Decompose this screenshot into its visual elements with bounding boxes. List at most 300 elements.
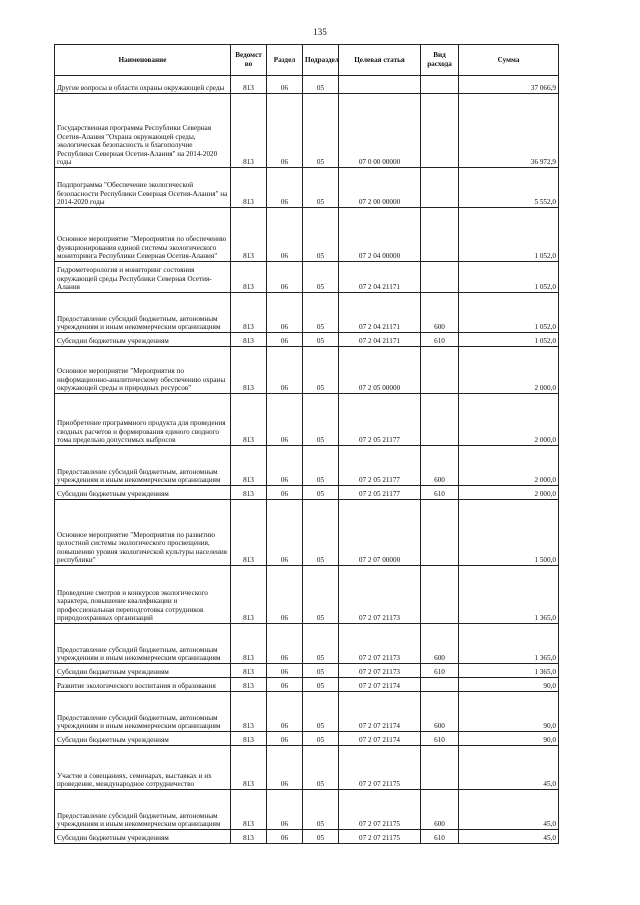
- cell-target: [339, 486, 421, 500]
- cell-subsection: [303, 76, 339, 94]
- expense-text: 600: [434, 476, 445, 485]
- sum-text: 1 365,0: [534, 614, 556, 623]
- cell-subsection: [303, 732, 339, 746]
- cell-section: [267, 262, 303, 293]
- subsection-text: 05: [316, 820, 325, 829]
- subsection-text: 05: [316, 722, 325, 731]
- cell-subsection: [303, 446, 339, 486]
- cell-expense: [421, 208, 459, 262]
- name-text: Основное мероприятие "Мероприятия по развитию целостной системы экологического просвещения, повышению уровня экологической культуры населения республики": [57, 530, 227, 565]
- subsection-text: 05: [316, 668, 325, 677]
- dept-text: 813: [243, 722, 254, 731]
- dept-text: 813: [243, 736, 254, 745]
- expense-text: 610: [434, 490, 445, 499]
- expense-text: 600: [434, 323, 445, 332]
- target-text: 07 2 07 21174: [358, 722, 401, 731]
- subsection-text: 05: [316, 614, 325, 623]
- header-name: Наименование: [55, 45, 231, 76]
- cell-expense: [421, 746, 459, 790]
- cell-subsection: [303, 830, 339, 844]
- sum-text: 37 066,9: [530, 84, 556, 93]
- cell-expense: [421, 446, 459, 486]
- dept-text: 813: [243, 556, 254, 565]
- section-text: 06: [280, 736, 289, 745]
- section-text: 06: [280, 252, 289, 261]
- cell-expense: [421, 262, 459, 293]
- sum-text: 2 000,0: [534, 384, 556, 393]
- sum-text: 1 500,0: [534, 556, 556, 565]
- cell-target: [339, 678, 421, 692]
- cell-subsection: [303, 678, 339, 692]
- cell-dept: [231, 347, 267, 394]
- target-text: 07 2 07 21174: [358, 682, 401, 691]
- sum-text: 1 365,0: [534, 668, 556, 677]
- target-text: 07 2 05 21177: [358, 436, 401, 445]
- target-text: 07 2 04 21171: [358, 323, 401, 332]
- cell-name: [55, 624, 231, 664]
- table-row: [55, 347, 559, 394]
- cell-sum: [459, 500, 559, 566]
- name-text: Основное мероприятие "Мероприятия по информационно-аналитическому обеспечению охраны окружающей среды и природных ресурсов": [57, 367, 226, 393]
- cell-dept: [231, 168, 267, 208]
- cell-section: [267, 664, 303, 678]
- section-text: 06: [280, 384, 289, 393]
- cell-sum: [459, 333, 559, 347]
- cell-target: [339, 664, 421, 678]
- cell-expense: [421, 76, 459, 94]
- cell-subsection: [303, 262, 339, 293]
- cell-subsection: [303, 664, 339, 678]
- cell-expense: [421, 94, 459, 168]
- section-text: 06: [280, 820, 289, 829]
- section-text: 06: [280, 682, 289, 691]
- cell-name: [55, 94, 231, 168]
- cell-expense: [421, 168, 459, 208]
- cell-expense: [421, 486, 459, 500]
- subsection-text: 05: [316, 682, 325, 691]
- subsection-text: 05: [316, 476, 325, 485]
- cell-target: [339, 168, 421, 208]
- subsection-text: 05: [316, 252, 325, 261]
- cell-expense: [421, 566, 459, 624]
- cell-expense: [421, 664, 459, 678]
- sum-text: 36 972,9: [530, 158, 556, 167]
- name-text: Развитие экологического воспитания и образования: [57, 682, 216, 691]
- cell-expense: [421, 347, 459, 394]
- table-row: [55, 566, 559, 624]
- cell-target: [339, 208, 421, 262]
- table-row: [55, 664, 559, 678]
- section-text: 06: [280, 84, 289, 93]
- cell-sum: [459, 566, 559, 624]
- cell-sum: [459, 262, 559, 293]
- table-row: [55, 446, 559, 486]
- dept-text: 813: [243, 834, 254, 843]
- dept-text: 813: [243, 384, 254, 393]
- table-body: [55, 76, 559, 844]
- subsection-text: 05: [316, 654, 325, 663]
- cell-section: [267, 692, 303, 732]
- table-row: [55, 692, 559, 732]
- dept-text: 813: [243, 476, 254, 485]
- cell-section: [267, 486, 303, 500]
- dept-text: 813: [243, 780, 254, 789]
- dept-text: 813: [243, 337, 254, 346]
- target-text: 07 2 07 21175: [358, 780, 401, 789]
- cell-subsection: [303, 790, 339, 830]
- cell-name: [55, 486, 231, 500]
- subsection-text: 05: [316, 198, 325, 207]
- table-row: [55, 732, 559, 746]
- subsection-text: 05: [316, 780, 325, 789]
- page-number: 135: [313, 27, 327, 37]
- target-text: 07 2 05 21177: [358, 490, 401, 499]
- cell-expense: [421, 394, 459, 446]
- cell-dept: [231, 692, 267, 732]
- cell-sum: [459, 293, 559, 333]
- cell-expense: [421, 333, 459, 347]
- cell-dept: [231, 262, 267, 293]
- name-text: Основное мероприятие "Мероприятия по обеспечению функционирования единой системы экологического мониторинга Республики Северная Осетия-Алания": [57, 235, 227, 261]
- cell-target: [339, 347, 421, 394]
- table-row: [55, 168, 559, 208]
- target-text: 07 2 05 00000: [358, 384, 401, 393]
- subsection-text: 05: [316, 556, 325, 565]
- cell-dept: [231, 678, 267, 692]
- dept-text: 813: [243, 436, 254, 445]
- cell-subsection: [303, 566, 339, 624]
- expense-text: 610: [434, 736, 445, 745]
- cell-subsection: [303, 692, 339, 732]
- cell-expense: [421, 293, 459, 333]
- sum-text: 45,0: [543, 820, 556, 829]
- sum-text: 1 052,0: [534, 337, 556, 346]
- cell-dept: [231, 394, 267, 446]
- cell-dept: [231, 500, 267, 566]
- table-row: [55, 624, 559, 664]
- section-text: 06: [280, 834, 289, 843]
- sum-text: 90,0: [543, 682, 556, 691]
- cell-name: [55, 394, 231, 446]
- cell-sum: [459, 678, 559, 692]
- expense-text: 600: [434, 654, 445, 663]
- section-text: 06: [280, 283, 289, 292]
- sum-text: 1 052,0: [534, 252, 556, 261]
- subsection-text: 05: [316, 283, 325, 292]
- section-text: 06: [280, 654, 289, 663]
- cell-dept: [231, 333, 267, 347]
- cell-name: [55, 168, 231, 208]
- cell-subsection: [303, 347, 339, 394]
- name-text: Предоставление субсидий бюджетным, автономным учреждениям и иным некоммерческим организациям: [57, 467, 221, 485]
- sum-text: 45,0: [543, 780, 556, 789]
- target-text: 07 2 04 00000: [358, 252, 401, 261]
- target-text: 07 2 07 00000: [358, 556, 401, 565]
- cell-target: [339, 790, 421, 830]
- sum-text: 1 052,0: [534, 283, 556, 292]
- cell-section: [267, 394, 303, 446]
- sum-text: 90,0: [543, 722, 556, 731]
- dept-text: 813: [243, 198, 254, 207]
- sum-text: 2 000,0: [534, 476, 556, 485]
- target-text: 07 2 07 21173: [358, 654, 401, 663]
- table-row: [55, 486, 559, 500]
- table-row: [55, 830, 559, 844]
- sum-text: 90,0: [543, 736, 556, 745]
- cell-expense: [421, 692, 459, 732]
- cell-dept: [231, 790, 267, 830]
- target-text: 07 2 07 21175: [358, 820, 401, 829]
- cell-name: [55, 664, 231, 678]
- sum-text: 2 000,0: [534, 490, 556, 499]
- target-text: 07 2 00 00000: [358, 198, 401, 207]
- cell-target: [339, 94, 421, 168]
- cell-dept: [231, 293, 267, 333]
- cell-name: [55, 76, 231, 94]
- name-text: Приобретение программного продукта для проведения сводных расчетов и формирования единого сводного тома предельно допустимых выбросов: [57, 419, 226, 445]
- sum-text: 5 552,0: [534, 198, 556, 207]
- dept-text: 813: [243, 614, 254, 623]
- target-text: 07 2 04 21171: [358, 283, 401, 292]
- cell-sum: [459, 394, 559, 446]
- cell-sum: [459, 208, 559, 262]
- cell-subsection: [303, 500, 339, 566]
- cell-name: [55, 293, 231, 333]
- cell-sum: [459, 790, 559, 830]
- name-text: Участие в совещаниях, семинарах, выставках и их проведение, международное сотрудничество: [57, 771, 212, 789]
- sum-text: 1 365,0: [534, 654, 556, 663]
- cell-name: [55, 830, 231, 844]
- cell-dept: [231, 746, 267, 790]
- expense-text: 610: [434, 337, 445, 346]
- cell-name: [55, 208, 231, 262]
- cell-dept: [231, 664, 267, 678]
- sum-text: 45,0: [543, 834, 556, 843]
- cell-name: [55, 500, 231, 566]
- table-row: [55, 500, 559, 566]
- dept-text: 813: [243, 84, 254, 93]
- name-text: Предоставление субсидий бюджетным, автономным учреждениям и иным некоммерческим организациям: [57, 314, 221, 332]
- cell-target: [339, 732, 421, 746]
- cell-dept: [231, 208, 267, 262]
- header-dept: Ведомст во: [231, 45, 267, 76]
- section-text: 06: [280, 722, 289, 731]
- section-text: 06: [280, 323, 289, 332]
- cell-subsection: [303, 624, 339, 664]
- subsection-text: 05: [316, 84, 325, 93]
- cell-subsection: [303, 293, 339, 333]
- target-text: 07 2 04 21171: [358, 337, 401, 346]
- subsection-text: 05: [316, 736, 325, 745]
- cell-expense: [421, 500, 459, 566]
- cell-section: [267, 790, 303, 830]
- cell-target: [339, 76, 421, 94]
- cell-expense: [421, 678, 459, 692]
- cell-expense: [421, 790, 459, 830]
- cell-target: [339, 746, 421, 790]
- name-text: Субсидии бюджетным учреждениям: [57, 337, 169, 346]
- cell-dept: [231, 446, 267, 486]
- cell-sum: [459, 746, 559, 790]
- dept-text: 813: [243, 158, 254, 167]
- target-text: 07 2 07 21174: [358, 736, 401, 745]
- dept-text: 813: [243, 323, 254, 332]
- budget-table: [54, 44, 559, 844]
- cell-name: [55, 446, 231, 486]
- target-text: 07 2 07 21175: [358, 834, 401, 843]
- name-text: Субсидии бюджетным учреждениям: [57, 668, 169, 677]
- cell-dept: [231, 830, 267, 844]
- table-row: [55, 293, 559, 333]
- subsection-text: 05: [316, 384, 325, 393]
- target-text: 07 2 05 21177: [358, 476, 401, 485]
- cell-expense: [421, 732, 459, 746]
- name-text: Другие вопросы в области охраны окружающей среды: [57, 84, 225, 93]
- section-text: 06: [280, 556, 289, 565]
- cell-target: [339, 624, 421, 664]
- name-text: Гидрометеорология и мониторинг состояния окружающей среды Республики Северная Осетия-Алания: [57, 266, 212, 292]
- cell-name: [55, 678, 231, 692]
- cell-sum: [459, 830, 559, 844]
- cell-subsection: [303, 746, 339, 790]
- table-header-row: [55, 45, 559, 76]
- cell-target: [339, 500, 421, 566]
- header-sum: Сумма: [459, 45, 559, 76]
- cell-section: [267, 566, 303, 624]
- expense-text: 600: [434, 820, 445, 829]
- cell-target: [339, 446, 421, 486]
- name-text: Предоставление субсидий бюджетным, автономным учреждениям и иным некоммерческим организациям: [57, 645, 221, 663]
- cell-target: [339, 692, 421, 732]
- cell-section: [267, 830, 303, 844]
- subsection-text: 05: [316, 158, 325, 167]
- cell-sum: [459, 168, 559, 208]
- cell-sum: [459, 347, 559, 394]
- dept-text: 813: [243, 820, 254, 829]
- target-text: 07 2 07 21173: [358, 668, 401, 677]
- cell-section: [267, 208, 303, 262]
- cell-name: [55, 746, 231, 790]
- name-text: Предоставление субсидий бюджетным, автономным учреждениям и иным некоммерческим организациям: [57, 713, 221, 731]
- cell-section: [267, 746, 303, 790]
- cell-section: [267, 446, 303, 486]
- cell-subsection: [303, 168, 339, 208]
- cell-target: [339, 262, 421, 293]
- cell-dept: [231, 94, 267, 168]
- expense-text: 610: [434, 834, 445, 843]
- cell-sum: [459, 94, 559, 168]
- name-text: Государственная программа Республики Северная Осетия-Алания "Охрана окружающей среды, экологическая безопасность и благополучие Республики Северная Осетия-Алания" на 2014-2020 годы: [57, 124, 218, 167]
- name-text: Проведение смотров и конкурсов экологического характера, повышение квалификации и профессиональная переподготовка сотрудников природоохранных организаций: [57, 588, 208, 623]
- expense-text: 610: [434, 668, 445, 677]
- cell-section: [267, 347, 303, 394]
- section-text: 06: [280, 780, 289, 789]
- expense-text: 600: [434, 722, 445, 731]
- name-text: Подпрограмма "Обеспечение экологической безопасности Республики Северная Осетия-Алания" на 2014-2020 годы: [57, 181, 228, 207]
- cell-sum: [459, 446, 559, 486]
- table-row: [55, 208, 559, 262]
- cell-name: [55, 333, 231, 347]
- cell-dept: [231, 566, 267, 624]
- cell-section: [267, 678, 303, 692]
- subsection-text: 05: [316, 436, 325, 445]
- cell-subsection: [303, 208, 339, 262]
- cell-sum: [459, 486, 559, 500]
- table-row: [55, 790, 559, 830]
- cell-section: [267, 76, 303, 94]
- cell-name: [55, 262, 231, 293]
- cell-section: [267, 168, 303, 208]
- cell-expense: [421, 624, 459, 664]
- cell-subsection: [303, 394, 339, 446]
- section-text: 06: [280, 490, 289, 499]
- dept-text: 813: [243, 654, 254, 663]
- subsection-text: 05: [316, 834, 325, 843]
- header-subsection: Подраздел: [303, 45, 339, 76]
- cell-sum: [459, 692, 559, 732]
- cell-expense: [421, 830, 459, 844]
- header-target: Целевая статья: [339, 45, 421, 76]
- cell-target: [339, 333, 421, 347]
- table-row: [55, 333, 559, 347]
- section-text: 06: [280, 476, 289, 485]
- cell-dept: [231, 732, 267, 746]
- cell-dept: [231, 486, 267, 500]
- cell-section: [267, 293, 303, 333]
- cell-sum: [459, 76, 559, 94]
- sum-text: 2 000,0: [534, 436, 556, 445]
- header-section: Раздел: [267, 45, 303, 76]
- cell-section: [267, 333, 303, 347]
- cell-subsection: [303, 486, 339, 500]
- table-row: [55, 76, 559, 94]
- dept-text: 813: [243, 252, 254, 261]
- dept-text: 813: [243, 668, 254, 677]
- section-text: 06: [280, 198, 289, 207]
- cell-subsection: [303, 94, 339, 168]
- cell-target: [339, 566, 421, 624]
- subsection-text: 05: [316, 337, 325, 346]
- section-text: 06: [280, 614, 289, 623]
- cell-name: [55, 692, 231, 732]
- cell-dept: [231, 624, 267, 664]
- table-row: [55, 678, 559, 692]
- section-text: 06: [280, 158, 289, 167]
- name-text: Субсидии бюджетным учреждениям: [57, 490, 169, 499]
- dept-text: 813: [243, 682, 254, 691]
- name-text: Субсидии бюджетным учреждениям: [57, 834, 169, 843]
- name-text: Предоставление субсидий бюджетным, автономным учреждениям и иным некоммерческим организациям: [57, 811, 221, 829]
- table-row: [55, 746, 559, 790]
- table-row: [55, 262, 559, 293]
- subsection-text: 05: [316, 323, 325, 332]
- cell-target: [339, 293, 421, 333]
- cell-sum: [459, 664, 559, 678]
- cell-sum: [459, 624, 559, 664]
- cell-sum: [459, 732, 559, 746]
- cell-name: [55, 732, 231, 746]
- name-text: Субсидии бюджетным учреждениям: [57, 736, 169, 745]
- cell-name: [55, 347, 231, 394]
- header-expense: Вид расхода: [421, 45, 459, 76]
- cell-section: [267, 624, 303, 664]
- cell-section: [267, 500, 303, 566]
- cell-name: [55, 566, 231, 624]
- table-row: [55, 394, 559, 446]
- cell-dept: [231, 76, 267, 94]
- section-text: 06: [280, 668, 289, 677]
- section-text: 06: [280, 337, 289, 346]
